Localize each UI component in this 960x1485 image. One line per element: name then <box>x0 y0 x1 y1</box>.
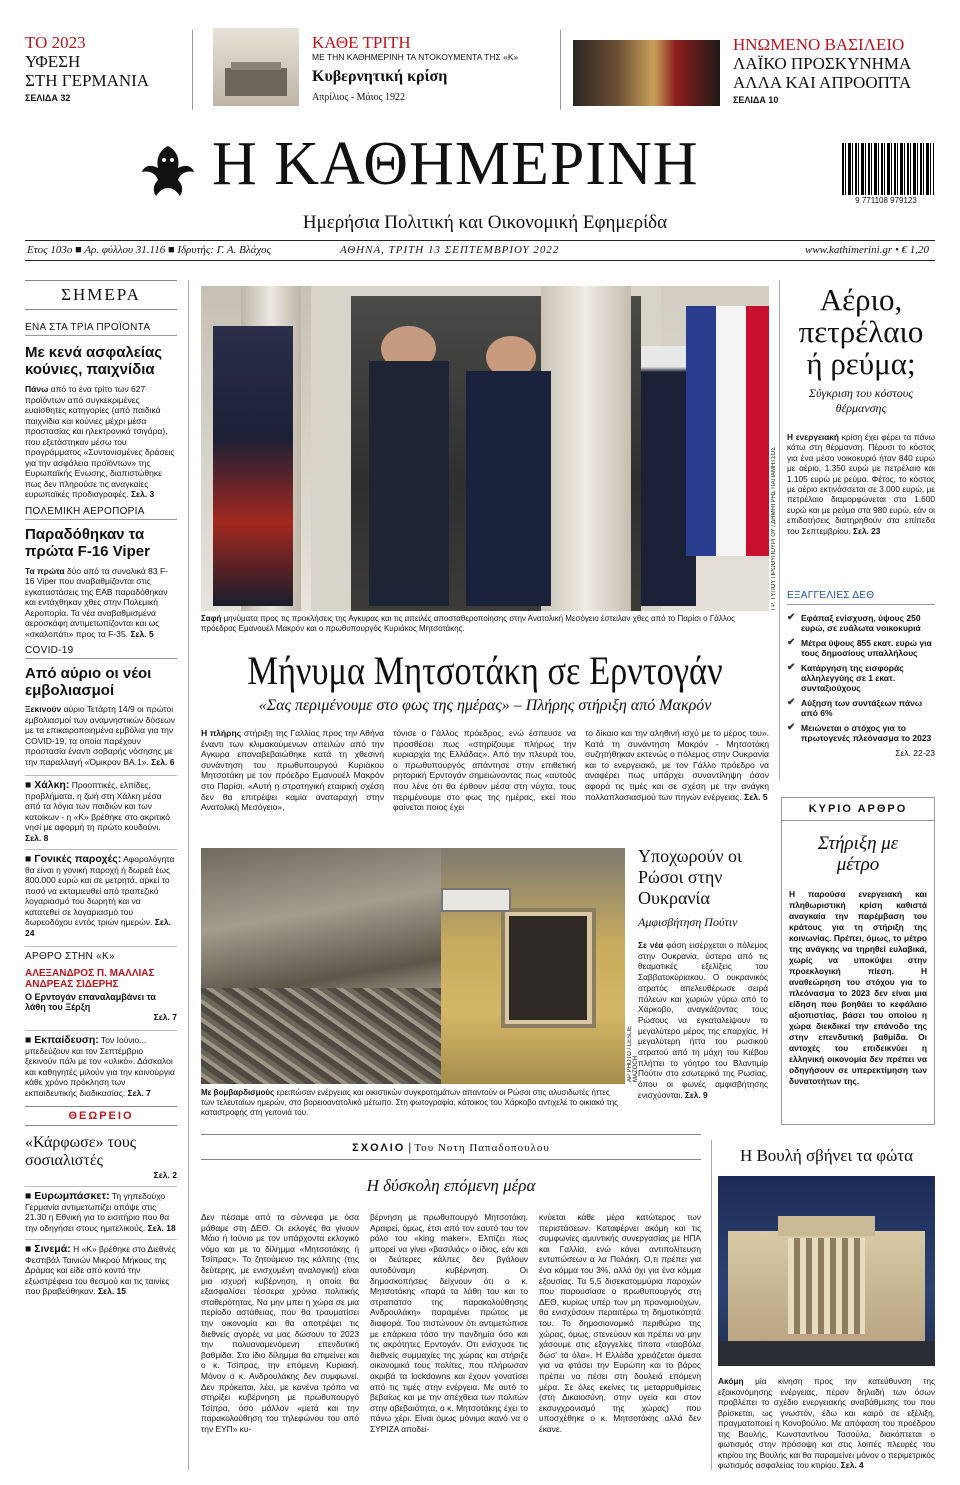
editorial-box[interactable] <box>781 797 935 1125</box>
lead-ref: Σελ. 5 <box>744 791 768 802</box>
ukraine-body <box>638 940 768 1101</box>
tif-kicker: ΕΞΑΓΓΕΛΙΕΣ ΔΕΘ <box>787 590 935 605</box>
story-f16-head: Παραδόθηκαν τα πρώτα F-16 Viper <box>25 525 150 560</box>
brief-parental[interactable]: ■ Γονικές παροχές: Αφορολόγητα θα είναι η γονική παροχή ή δωρεά έως 800.000 ευρώ και σε μετρητά, αρκεί το ποσό να εκταμιευθεί από τραπεζικό λογαριασμό του δωρητή και να κατατεθεί σε λογαριασμό του δωρεοδόχου εντός τριών ημερών. Σελ. 24 <box>25 849 177 938</box>
story-f16-body: δύο από τα συνολικά 83 F-16 Viper που αναβαθμίζονται στις εγκαταστάσεις της ΕΑΒ παραδόθηκαν και εντάχθηκαν χθες στην Πολεμική Αεροπορία. Τα νέα αναβαθμισμένα αεροσκάφη αντιμετωπίζονται και ως «σκαλοπάτι» προς τα F-35. <box>25 565 168 639</box>
theory-head: «Κάρφωσε» τους σοσιαλιστές <box>25 1134 137 1169</box>
teaser-uk-page: ΣΕΛΙΔΑ 10 <box>733 95 779 105</box>
editorial-head: Στήριξη με μέτρο <box>817 833 899 875</box>
ukraine-lead: Σε νέα <box>638 940 664 950</box>
ukraine-caption <box>201 1088 625 1118</box>
energy-lead: Η ενεργειακή <box>787 432 839 442</box>
lead-col1-lead: Η πλήρης <box>201 728 242 738</box>
opinion-article[interactable] <box>25 946 177 1022</box>
brief-education-ref: Σελ. 7 <box>127 1087 151 1098</box>
story-f16-ref: Σελ. 5 <box>130 628 154 639</box>
teaser-archive-image[interactable] <box>213 28 299 106</box>
barcode-number: 9 771108 979123 <box>855 196 917 205</box>
theory-kicker: ΘΕΩΡΕΙΟ <box>25 1106 177 1126</box>
ukraine-caption-text: ερειπώσαν ενέργειας και οικιστικών συγκροτημάτων απαντούν οι Ρώσοι στις αλυσιδωτές ήττες των τελευταίων ημερών, στο βορειοανατολικό μέτωπο. Στη φωτογραφία, κάτοικος του Χάρκοβο αντιχελέ το οικιακό της καταστροφής στη γειτονιά του. <box>201 1088 619 1117</box>
parliament-photo[interactable] <box>718 1176 935 1366</box>
energy-body <box>787 432 935 536</box>
teaser-archive[interactable] <box>312 33 552 103</box>
masthead-title: Η ΚΑΘΗΜΕΡΙΝΗ <box>212 130 699 198</box>
lead-photo-caption-text: μηνύματα προς τις προκλήσεις της Αγκυρας και τις απειλές αποσταθεροποίησης στην Ανατολική Μεσόγειο έστειλαν χθες από το Παρίσι ο Γάλλος πρόεδρος Εμανουέλ Μακρόν και ο πρωθυπουργός Κυριάκος Μητσοτάκης. <box>201 614 736 633</box>
teaser-germany-line1: ΤΟ 2023 <box>25 33 86 52</box>
editorial-kicker: ΚΥΡΙΟ ΑΡΘΡΟ <box>782 798 934 821</box>
brief-eurobasket[interactable]: ■ Ευρωμπάσκετ: Τη γηπεδούχο Γερμανία αντιμετωπίζει απόψε στις 21.30 η Εθνική για το εισιτήριο που θα την οδηγήσει στους ημιτελικούς. Σελ. 18 <box>25 1186 177 1233</box>
lead-headline[interactable]: Μήνυμα Μητσοτάκη σε Ερντογάν <box>247 648 723 693</box>
ukraine-ref: Σελ. 9 <box>684 1089 708 1100</box>
owl-logo-icon <box>138 140 198 200</box>
story-covid-kicker: COVID-19 <box>25 645 177 659</box>
brief-halki-ref: Σελ. 8 <box>25 832 49 843</box>
story-products-kicker: ΕΝΑ ΣΤΑ ΤΡΙΑ ΠΡΟΪΟΝΤΑ <box>25 322 177 336</box>
story-f16-lead: Τα πρώτα <box>25 565 65 576</box>
energy-text: κρίση έχει φέρει τα πάνω κάτω στη θέρμανση. Πέρυσι το κόστος για ένα μέσο νοικοκυριό ήταν 840 ευρώ με αέριο, 1.350 ευρώ με πετρέλαιο και 1.105 ευρώ με ρεύμα. Φέτος, το κόστος με αέριο εκτινάσσεται σε 3.000 ευρώ, με πετρέλαιο διαμορφώνεται στα 1.600 ευρώ και με ρεύμα στα 980 ευρώ, εάν οι επιδοτήσεις διατηρηθούν στα επίπεδα του Σεπτεμβρίου. <box>787 432 936 536</box>
teaser-uk-image[interactable] <box>573 40 720 106</box>
comment-header: ΣΧΟΛΙΟ | Του Νοτη Παπαδοπουλου <box>201 1134 701 1160</box>
lead-col3 <box>585 728 769 802</box>
theory-ref: Σελ. 2 <box>153 1170 177 1180</box>
brief-cinema-ref: Σελ. 15 <box>97 1286 126 1296</box>
editorial-body: Η παρούσα ενεργειακή και πληθωριστική κρίση καθιστά αναγκαία την παρέμβαση του κράτους για τη στήριξη της κοινωνίας. Πρέπει, όμως, το μέτρο της ανάγκης να τηρηθεί ευλαβικά, χωρίς να υποκύψει στην προεκλογική πίεση. Η αναθεώρηση του στόχου για το πλεόνασμα το 2023 δεν είναι μια είδηση που βοηθάει το κεφάλαιο αξιοπιστίας, βάσει του οποίου η χώρα διεκδικεί την επάνοδο της στην επενδυτική βαθμίδα. Οι αντοχές του επιδεικνύει η ελληνική οικονομία δεν πρέπει να οδηγήσουν σε υπερεκτίμηση των δυνατοτήτων της. <box>789 889 927 1086</box>
tif-item-1: ✔ Εφάπαξ ενίσχυση, ύψους 250 ευρώ, σε ευάλωτα νοικοκυριά <box>787 613 935 633</box>
ukraine-head: Υποχωρούν οι Ρώσοι στην Ουκρανία <box>638 846 742 908</box>
teaser-uk-line3: ΑΛΛΑ ΚΑΙ ΑΠΡΟΟΠΤΑ <box>733 73 912 92</box>
teaser-archive-small: ΜΕ ΤΗΝ ΚΑΘΗΜΕΡΙΝΗ ΤΑ ΝΤΟΚΟΥΜΕΝΤΑ ΤΗΣ «Κ» <box>312 52 519 62</box>
story-covid-body: αύριο Τετάρτη 14/9 οι πρώτοι εμβολιασμοί των αναμνηστικών δόσεων με τα επικαιροποιημένα εμβόλια για την COVID-19, τα οποία παρέχουν προστασία έναντι σοβαρής νόσησης με την παραλλαγή «Όμικρον ΒΑ.1». <box>25 704 176 767</box>
parliament-body <box>718 1376 935 1471</box>
parliament-lead: Ακόμη <box>718 1376 744 1386</box>
teaser-archive-heading: Κυβερνητική κρίση <box>312 68 448 85</box>
story-covid[interactable] <box>25 645 177 767</box>
left-column <box>25 280 177 1297</box>
opinion-author1: ΑΛΕΞΑΝΔΡΟΣ Π. ΜΑΛΛΙΑΣ <box>25 968 155 979</box>
theory-box[interactable] <box>25 1106 177 1180</box>
teaser-germany-page: ΣΕΛΙΔΑ 32 <box>25 93 71 103</box>
comment-col3: κνύεται κάθε μέρα κατώτερος των περιστάσεων. Καταφέρνει ακόμη και τις συμφωνίες αμυντικής συνεργασίας με ΗΠΑ και Γαλλία, ενώ κάνει αντιπολίτευση εντυπώσεων α λα Πολάκη. Ο,τι πρέπει για ένα κόμμα του 3%, αλλά όχι για ένα κόμμα εξουσίας. Τα 5,5 δισεκατομμύρια παροχών που παρουσίασε ο πρωθυπουργός στη ΔΕΘ, κυρίως υπέρ των μη προνομιούχων, θα ενισχύσουν περαιτέρω τη δημοτικότητά του. Το δημοσιονομικό περιθώριο της χώρας, όμως, στενεύουν και πρέπει να μην χάσουμε στις εξαγγελίες τίποτα «ταοβόλα δώσ' τα όλα». Η Ελλάδα χρειάζεται άμεσα για να φτάσει την Ευρώπη και το βάρος πρέπει να πέσει στη δουλειά επόμενη μέρα. Σε όλες εκείνες τις μεταρρυθμίσεις (στη Δικαιοσύνη, στην υγεία και στον εκσυγχρονισμό της χώρας) που υποσχέθηκε ο κ. Μητσοτάκης αλλά δεν έκανε. <box>539 1212 701 1434</box>
parliament-story[interactable] <box>718 1146 935 1471</box>
issue-info: Ετος 103ο ■ Αρ. φύλλου 31.116 ■ Ιδρυτής: Γ. Α. Βλάχος <box>27 244 271 256</box>
lead-col1-text: στήριξη της Γαλλίας προς την Αθήνα έναντι των κλιμακούμενων απειλών από την Αγκυρα επαναβεβαιώθηκε κατά τη χθεσινή συνάντηση του πρωθυπουργού Κυριάκου Μητσοτάκη με τον πρόεδρο Εμανουέλ Μακρόν στο Παρίσι. «Αυτή η στρατηγική εταιρική σχέση δεν θα επιτρέψει καμία αναταραχή στην Ανατολική Μεσόγειο», <box>201 728 385 813</box>
parliament-text: μία κίνηση προς την κατεύθυνση της εξοικονόμησης ενέργειας, πέραν δηλαδή των όσων προβλέπει το σχέδιο ενεργειακής αναβάθμισης του που βρίσκεται, ως γνωστόν, έδω και καιρό σε εξέλιξη, πραγματοποιεί η Κονοβούλιο. Με απόφαση του προέδρου της Βουλής, Κωνσταντίνου Τασούλα, διακόπτεται ο φωτισμός στην πρόσοψη και στις λοιπές πλευρές του κτιρίου της Βουλής και θα παραμείνει μόνον ο περιμετρικός φωτισμός ασφαλείας του κτιρίου. <box>718 1376 935 1470</box>
section-today: ΣΗΜΕΡΑ <box>25 280 177 310</box>
parliament-ref: Σελ. 4 <box>840 1460 864 1470</box>
comment-col1: Δεν πέσαμε από τα σύννεφα με όσα μάθαμε στη ΔΕΘ. Οι εκλογές θα γίνουν Μάιο ή Ιούνιο με τον υπάρχοντα εκλογικό νόμο και με το δίλημμα «Μητσοτάκης ή Τσίπρας». Το ζητούμενο της κάλπης (της δεύτερης, με ενισχυμένη αναλογική) είναι μια ισχυρή κυβέρνηση, η οποία θα εξασφαλίσει τέσσερα χρόνια πολιτικής σταθερότητας. Να μην μπει η χώρα σε μια περίοδο αστάθειας, που θα τραυματίσει την οικονομία και θα αποτρέψει τις διεθνείς αγορές να μας δώσουν το 2023 την πολυαναμενόμενη επενδυτική βαθμίδα. Στο ίδιο δίλημμα θα επιμείνει και ο κ. Τσίπρας, την επόμενη Κυριακή. Μόνον ο κ. Ανδρουλάκης δεν συμφωνεί. Δεν πρόκειται, λέει, με κανένα τρόπο να στηρίξει κυβέρνηση με πρωθυπουργό Τσίπρα, όσο μάλλον «μετά και την παρακολούθηση του τηλεφώνου του από την ΕΥΠ» κυ- <box>201 1212 359 1434</box>
energy-story[interactable] <box>787 284 935 536</box>
issue-web-price[interactable]: www.kathimerini.gr • € 1,20 <box>805 244 930 256</box>
lead-col3-text: το δίκαιο και την αληθινή ισχύ με το μέρος του». Κατά τη συνάντηση Μακρόν - Μητσοτάκη συζητήθηκαν εκτενώς ο πόλεμος στην Ουκρανία και το ενεργειακό, με τον Γάλλο πρόεδρο να αναφέρει πως υπάρχει συναντίληψη όσον αφορά τις τιμές και σε σχέση με την ανάγκη πολλαπλασιασμού των πηγών ενέργειας. <box>585 728 769 802</box>
lead-photo-caption <box>201 614 769 634</box>
story-products-body: από το ένα τρίτο των 627 προϊόντων από συγκεκριμένες ευαίσθητες κατηγορίες (από παιδικά παιχνίδια και κούνιες μέχρι μέσα προστασίας και ηλεκτρονικά τσιγάρα), που εξετάστηκαν μέσω του προγράμματος «Συντονισμένες δράσεις για την ασφάλεια προϊόντων» της Ευρωπαϊκής Ενωσης, διαπιστώθηκε πως δεν πληρούσε τις αναγκαίες ευρωπαϊκές προδιαγραφές. <box>25 384 175 499</box>
opinion-ref: Σελ. 7 <box>153 1012 177 1022</box>
story-products-head: Με κενά ασφαλείας κούνιες, παιχνίδια <box>25 344 163 378</box>
brief-halki[interactable]: ■ Χάλκη: Προοπτικές, ελπίδες, προβλήματα, η ζωή στη Χάλκη μέσα από τα λόγια των παιδιών και των κατοίκων - η «Κ» βρέθηκε στο ακριτικό νησί με αφορμή τη πρώτο κουδούνι. Σελ. 8 <box>25 775 177 843</box>
teaser-uk[interactable] <box>733 35 933 105</box>
ukraine-photo-credit: AP PHOTO / LESLIE MAZOCH <box>627 1025 639 1082</box>
brief-eurobasket-ref: Σελ. 18 <box>147 1222 176 1233</box>
tif-item-2: ✔ Μέτρα ύψους 855 εκατ. ευρώ για τους δημοσίους υπαλλήλους <box>787 638 935 658</box>
issue-date: ΑΘΗΝΑ, ΤΡΙΤΗ 13 ΣΕΠΤΕΜΒΡΙΟΥ 2022 <box>340 244 560 256</box>
brief-parental-lead: Γονικές παροχές: <box>34 853 122 865</box>
ukraine-photo[interactable] <box>201 848 625 1084</box>
brief-parental-body: Αφορολόγητα θα είναι η γονική παροχή ή δωρεά έως 800.000 ευρώ και σε μετρητά, αρκεί το ποσό να εκταμιευθεί από τραπεζικό λογαριασμό του δωρητή και να κατατεθεί σε λογαριασμό του δωρεοδόχου εντός τριών ημερών. <box>25 854 175 927</box>
teaser-uk-line2: ΛΑΪΚΟ ΠΡΟΣΚΥΝΗΜΑ <box>733 54 912 73</box>
teaser-archive-title: ΚΑΘΕ ΤΡΙΤΗ <box>312 33 411 52</box>
lead-photo[interactable] <box>201 286 769 611</box>
energy-ref: Σελ. 23 <box>853 525 881 536</box>
brief-halki-body: Προοπτικές, ελπίδες, προβλήματα, η ζωή στη Χάλκη μέσα από τα λόγια των παιδιών και των κατοίκων - η «Κ» βρέθηκε στο ακριτικό νησί με αφορμή τη πρώτο κουδούνι. <box>25 780 171 832</box>
ukraine-story[interactable] <box>638 846 768 1101</box>
ukraine-text: φάση εισέρχεται ο πόλεμος στην Ουκρανία, ύστερα από τις θεαματικές εξελίξεις του Σαββατοκύριακου. Ο ουκρανικός στρατός απελευθέρωσε σειρά πόλεων και χωριών γύρω από το Χάρκοβο, αναγκάζοντας τους Ρώσους να εγκαταλείψουν το μεγαλύτερο μέρος της επαρχίας. Η μεγαλύτερη ήττα του ρωσικού στρατού από τη μάχη του Κιέβου πλήττει το γόητρο του Βλαντιμίρ Πούτιν στο εσωτερικό της Ρωσίας, όπου οι φωνές αμφισβήτησης ενισχύονται. <box>638 940 768 1100</box>
story-products-lead: Πάνω <box>25 384 49 394</box>
comment-head[interactable]: Η δύσκολη επόμενη μέρα <box>366 1176 536 1195</box>
brief-parental-ref: Σελ. 24 <box>25 917 171 938</box>
tif-measures[interactable] <box>787 590 935 758</box>
story-covid-ref: Σελ. 6 <box>151 756 175 767</box>
barcode-icon <box>842 143 934 195</box>
brief-eurobasket-lead: Ευρωμπάσκετ: <box>34 1190 110 1202</box>
ukraine-sub: Αμφισβήτηση Πούτιν <box>638 915 738 929</box>
lead-photo-credit: ΓΡ. ΤΥΠΟΥ ΠΡΩΘΥΠΟΥΡΓΟΥ / ΔΗΜΗΤΡΗΣ ΠΑΠΑΜΗΤΣΟΣ <box>771 446 777 610</box>
lead-subheadline: «Σας περιμένουμε στο φως της ημέρας» – Πλήρης στήριξη από Μακρόν <box>258 697 712 714</box>
tif-item-4: ✔ Αύξηση των συντάξεων πάνω από 6% <box>787 698 935 718</box>
ukraine-caption-lead: Με βομβαρδισμούς <box>201 1088 275 1097</box>
parliament-head: Η Βουλή σβήνει τα φώτα <box>739 1146 914 1165</box>
brief-cinema-body: Η «Κ» βρέθηκε στο Διεθνές Φεστιβάλ Ταινιών Μικρού Μήκους της Δράμας και είδε από κοντά την εξωστρέφεια του θεσμού και τις ταινίες που βραβεύθηκαν. <box>25 1244 176 1296</box>
opinion-title: Ο Ερντογάν επαναλαμβάνει τα λάθη του Ξέρξη <box>25 992 156 1012</box>
story-f16-kicker: ΠΟΛΕΜΙΚΗ ΑΕΡΟΠΟΡΙΑ <box>25 506 177 520</box>
teaser-archive-dates: Απρίλιος - Μάιος 1922 <box>312 92 405 103</box>
opinion-author2: ΑΝΔΡΕΑΣ ΣΙΔΕΡΗΣ <box>25 979 119 990</box>
story-covid-head: Από αύριο οι νέοι εμβολιασμοί <box>25 665 152 699</box>
brief-eurobasket-body: Τη γηπεδούχο Γερμανία αντιμετωπίζει απόψε στις 21.30 η Εθνική για το εισιτήριο που θα την οδηγήσει στους ημιτελικούς. <box>25 1191 170 1233</box>
teaser-uk-line1: ΗΝΩΜΕΝΟ ΒΑΣΙΛΕΙΟ <box>733 35 905 54</box>
brief-education-body: Τον Ιούνιο... μπεδεύζουν και τον Σεπτέμβριο ξεκινούν πάλι με τον «υλικό». Δάσκαλοι και καθηγητές μιλούν για την καινούργια κάθε χρόνο πρόκληση των εκπαιδευτικής διαδικασίας. <box>25 1035 175 1098</box>
brief-education[interactable]: ■ Εκπαίδευση: Τον Ιούνιο... μπεδεύζουν και τον Σεπτέμβριο ξεκινούν πάλι με τον «υλικό». Δάσκαλοι και καθηγητές μιλούν για την καινούργια κάθε χρόνο πρόκληση των εκπαιδευτικής διαδικασίας. Σελ. 7 <box>25 1030 177 1098</box>
story-products-ref: Σελ. 3 <box>130 489 155 499</box>
story-f16[interactable] <box>25 506 177 640</box>
energy-sub: Σύγκριση του κόστους θέρμανσης <box>808 386 914 415</box>
lead-col2: τόνισε ο Γάλλος πρόεδρος, ενώ έσπευσε να προσθέσει πως «στηρίζουμε πλήρως την κυριαρχία της Ελλάδας». Από την πλευρά του, ο πρωθυπουργός απάντησε στην επιθετική ρητορική Ερντογάν σημειώνοντας πως «αυτούς που λένε ότι θα έρθουν μέσα στη νύχτα, τους περιμένουμε στο φως της ημέρας, εκεί που φαίνεται ποιος έχει <box>393 728 576 813</box>
opinion-kicker: ΑΡΘΡΟ ΣΤΗΝ «Κ» <box>25 951 115 962</box>
tif-item-3: ✔ Κατάργηση της εισφοράς αλληλεγγύης σε 1 εκατ. συνταξιούχους <box>787 663 935 693</box>
comment-author: Του Νοτη Παπαδοπουλου <box>414 1142 550 1154</box>
story-covid-lead: Ξεκινούν <box>25 704 62 714</box>
tif-item-5: ✔ Μειώνεται ο στόχος για το πρωτογενές πλεόνασμα το 2023 <box>787 723 935 743</box>
lead-photo-caption-lead: Σαφή <box>201 614 222 623</box>
teaser-germany-line3: ΣΤΗ ΓΕΡΜΑΝΙΑ <box>25 71 150 90</box>
brief-education-lead: Εκπαίδευση: <box>34 1034 99 1046</box>
brief-cinema-lead: Σινεμά: <box>34 1243 71 1255</box>
brief-cinema[interactable]: ■ Σινεμά: Η «Κ» βρέθηκε στο Διεθνές Φεστιβάλ Ταινιών Μικρού Μήκους της Δράμας και είδε από κοντά την εξωστρέφεια του θεσμού και τις ταινίες που βραβεύθηκαν. Σελ. 15 <box>25 1239 177 1297</box>
comment-kicker: ΣΧΟΛΙΟ <box>352 1142 406 1154</box>
story-products[interactable] <box>25 322 177 500</box>
brief-halki-lead: Χάλκη: <box>34 779 70 791</box>
comment-col2: βέρνηση με πρωθυπουργό Μητσοτάκη. Αραιρεί, όμως, έτσι από τον εαυτό του τον ρόλο του «king maker». Ελπίζει πως μπορεί να γίνει «βασιλιάς» ο ίδιος, εάν και οι δεύτερες κάλπες δεν βγάλουν αυτοδύναμη κυβέρνηση. Οι δημοσκοπήσεις δείχνουν ότι ο κ. Μητσοτάκης «παρά τα λάθη του και το στραπατσο της παρακολούθησης Ανδρουλάκη» παραμένει πρώτος με διαφορά. Του πιστώνουν ότι αντιμετώπισε με επάρκεια τόσο την πανδημία όσο και τις ακρότητες Ερντογάν. Οτι ενίσχυσε τις διεθνείς συμμαχίες της χώρας και στήριξε οικονομικά τους πολίτες, που πλήρωσαν ακριβά τα lockdowns και έχουν γονατίσει από τις τιμές στην ενέργεια. Με αυτό το βεβαίως και με την απέχθεια των πολιτών στην αβεβαιότητα, ο κ. Μητσοτάκης έχει το πάνω χέρι. Είναι όμως μόνιμα ικανό να ο ΣΥΡΙΖΑ αποδεί- <box>370 1212 528 1434</box>
teaser-germany[interactable] <box>25 33 185 103</box>
lead-col1 <box>201 728 384 813</box>
teaser-germany-line2: ΥΦΕΣΗ <box>25 52 81 71</box>
masthead-subtitle: Ημερήσια Πολιτική και Οικονομική Εφημερίδα <box>302 212 668 233</box>
energy-head: Αέριο, πετρέλαιο ή ρεύμα; <box>798 282 924 381</box>
tif-ref: Σελ. 22-23 <box>895 748 935 758</box>
